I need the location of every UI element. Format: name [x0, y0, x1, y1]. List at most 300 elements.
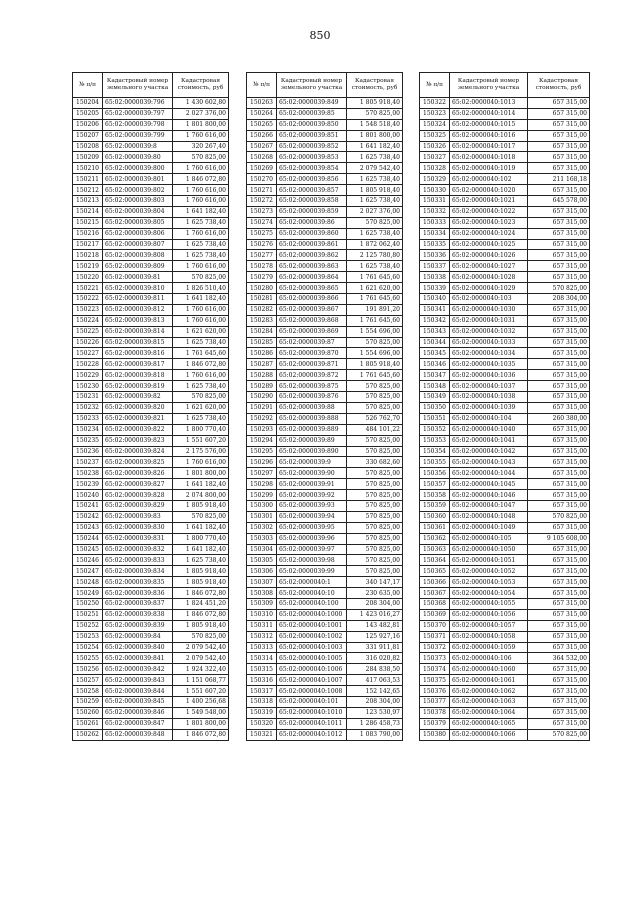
table-row — [420, 511, 590, 522]
cadastral-number: 65:02:0000039:813 — [103, 315, 173, 326]
cadastral-number: 65:02:0000040:1005 — [277, 653, 347, 664]
table-row — [420, 653, 590, 664]
cadastral-value: 1 548 518,40 — [347, 119, 403, 130]
cadastral-value: 657 315,00 — [528, 141, 590, 152]
table-row — [73, 98, 229, 109]
table-row — [420, 609, 590, 620]
cadastral-number: 65:02:0000040:1039 — [450, 402, 528, 413]
cadastral-value: 1 761 645,60 — [347, 294, 403, 305]
cadastral-value: 1 760 616,00 — [173, 304, 229, 315]
table-row — [73, 609, 229, 620]
table-row — [420, 304, 590, 315]
row-number: 150266 — [247, 130, 277, 141]
cadastral-number: 65:02:0000039:838 — [103, 609, 173, 620]
table-row — [247, 359, 403, 370]
cadastral-value: 570 825,00 — [528, 283, 590, 294]
cadastral-value: 1 430 602,80 — [173, 98, 229, 109]
cadastral-value: 1 760 616,00 — [173, 261, 229, 272]
table-row — [420, 326, 590, 337]
table-row — [247, 185, 403, 196]
row-number: 150233 — [73, 413, 103, 424]
row-number: 150336 — [420, 250, 450, 261]
row-number: 150249 — [73, 588, 103, 599]
table-row — [73, 294, 229, 305]
table-row — [420, 718, 590, 729]
cadastral-value: 657 315,00 — [528, 381, 590, 392]
table-row — [420, 337, 590, 348]
cadastral-number: 65:02:0000039:92 — [277, 490, 347, 501]
cadastral-value: 570 825,00 — [528, 511, 590, 522]
cadastral-number: 65:02:0000040:1013 — [450, 98, 528, 109]
cadastral-value: 657 315,00 — [528, 675, 590, 686]
row-number: 150223 — [73, 304, 103, 315]
cadastral-number: 65:02:0000040:1029 — [450, 283, 528, 294]
table-row — [73, 620, 229, 631]
table-row — [420, 490, 590, 501]
cadastral-number: 65:02:0000040:1035 — [450, 359, 528, 370]
cadastral-value: 1 872 062,40 — [347, 239, 403, 250]
row-number: 150296 — [247, 457, 277, 468]
cadastral-value: 657 315,00 — [528, 315, 590, 326]
row-number: 150217 — [73, 239, 103, 250]
row-number: 150351 — [420, 413, 450, 424]
cadastral-number: 65:02:0000039:819 — [103, 381, 173, 392]
cadastral-number: 65:02:0000039:850 — [277, 119, 347, 130]
header-num: № п/п — [247, 73, 277, 98]
cadastral-number: 65:02:0000039:868 — [277, 315, 347, 326]
cadastral-number: 65:02:0000039:858 — [277, 196, 347, 207]
row-number: 150260 — [73, 707, 103, 718]
row-number: 150345 — [420, 348, 450, 359]
cadastral-number: 65:02:0000039:86 — [277, 217, 347, 228]
row-number: 150298 — [247, 479, 277, 490]
cadastral-value: 657 315,00 — [528, 664, 590, 675]
cadastral-value: 2 079 542,40 — [347, 163, 403, 174]
cadastral-value: 570 825,00 — [347, 337, 403, 348]
table-row — [73, 457, 229, 468]
cadastral-value: 570 825,00 — [347, 392, 403, 403]
table-row — [247, 228, 403, 239]
cadastral-value: 191 891,20 — [347, 304, 403, 315]
cadastral-number: 65:02:0000039:83 — [103, 511, 173, 522]
cadastral-number: 65:02:0000040:100 — [277, 598, 347, 609]
row-number: 150263 — [247, 98, 277, 109]
row-number: 150306 — [247, 566, 277, 577]
cadastral-value: 657 315,00 — [528, 272, 590, 283]
table-row — [420, 392, 590, 403]
table-row — [247, 413, 403, 424]
table-row — [420, 424, 590, 435]
cadastral-number: 65:02:0000039:869 — [277, 326, 347, 337]
table-row — [247, 304, 403, 315]
table-row — [247, 130, 403, 141]
cadastral-value: 340 147,17 — [347, 577, 403, 588]
table-row — [420, 250, 590, 261]
table-row — [420, 196, 590, 207]
cadastral-number: 65:02:0000040:1031 — [450, 315, 528, 326]
row-number: 150338 — [420, 272, 450, 283]
cadastral-number: 65:02:0000039:842 — [103, 664, 173, 675]
table-row — [73, 664, 229, 675]
cadastral-value: 208 304,00 — [528, 294, 590, 305]
row-number: 150245 — [73, 544, 103, 555]
table-row — [73, 239, 229, 250]
cadastral-number: 65:02:0000039:99 — [277, 566, 347, 577]
cadastral-value: 657 315,00 — [528, 326, 590, 337]
cadastral-number: 65:02:0000039:890 — [277, 446, 347, 457]
cadastral-value: 1 760 616,00 — [173, 228, 229, 239]
cadastral-number: 65:02:0000039:875 — [277, 381, 347, 392]
row-number: 150261 — [73, 718, 103, 729]
cadastral-number: 65:02:0000039:81 — [103, 272, 173, 283]
table-row — [247, 468, 403, 479]
cadastral-number: 65:02:0000039:837 — [103, 598, 173, 609]
table-row — [73, 315, 229, 326]
row-number: 150272 — [247, 196, 277, 207]
row-number: 150265 — [247, 119, 277, 130]
cadastral-value: 1 625 738,40 — [173, 555, 229, 566]
cadastral-value: 657 315,00 — [528, 402, 590, 413]
row-number: 150220 — [73, 272, 103, 283]
table-row — [420, 217, 590, 228]
cadastral-number: 65:02:0000040:1018 — [450, 152, 528, 163]
cadastral-value: 657 315,00 — [528, 250, 590, 261]
row-number: 150368 — [420, 598, 450, 609]
cadastral-number: 65:02:0000039:802 — [103, 185, 173, 196]
row-number: 150333 — [420, 217, 450, 228]
cadastral-value: 1 846 072,80 — [173, 588, 229, 599]
table-row — [420, 239, 590, 250]
table-row — [420, 675, 590, 686]
cadastral-value: 1 826 510,40 — [173, 283, 229, 294]
cadastral-number: 65:02:0000040:1007 — [277, 675, 347, 686]
table-row — [73, 490, 229, 501]
row-number: 150378 — [420, 707, 450, 718]
cadastral-number: 65:02:0000040:1000 — [277, 609, 347, 620]
row-number: 150234 — [73, 424, 103, 435]
cadastral-value: 1 805 918,40 — [347, 185, 403, 196]
row-number: 150360 — [420, 511, 450, 522]
cadastral-value: 1 760 616,00 — [173, 196, 229, 207]
cadastral-value: 657 315,00 — [528, 185, 590, 196]
cadastral-value: 364 532,00 — [528, 653, 590, 664]
cadastral-number: 65:02:0000039:809 — [103, 261, 173, 272]
cadastral-value: 1 801 800,00 — [347, 130, 403, 141]
cadastral-value: 1 760 616,00 — [173, 457, 229, 468]
row-number: 150288 — [247, 370, 277, 381]
table-row — [420, 141, 590, 152]
row-number: 150262 — [73, 729, 103, 740]
cadastral-number: 65:02:0000040:1040 — [450, 424, 528, 435]
table-row — [73, 468, 229, 479]
table-row — [420, 206, 590, 217]
cadastral-value: 330 682,60 — [347, 457, 403, 468]
cadastral-number: 65:02:0000039:863 — [277, 261, 347, 272]
table-row — [73, 653, 229, 664]
table-row — [420, 533, 590, 544]
row-number: 150204 — [73, 98, 103, 109]
row-number: 150291 — [247, 402, 277, 413]
row-number: 150322 — [420, 98, 450, 109]
cadastral-number: 65:02:0000039:861 — [277, 239, 347, 250]
cadastral-number: 65:02:0000040:1044 — [450, 468, 528, 479]
row-number: 150264 — [247, 108, 277, 119]
table-row — [420, 598, 590, 609]
row-number: 150287 — [247, 359, 277, 370]
table-row — [247, 152, 403, 163]
row-number: 150344 — [420, 337, 450, 348]
table-row — [73, 718, 229, 729]
cadastral-value: 320 267,40 — [173, 141, 229, 152]
row-number: 150282 — [247, 304, 277, 315]
cadastral-number: 65:02:0000040:1058 — [450, 631, 528, 642]
row-number: 150227 — [73, 348, 103, 359]
table-row — [73, 326, 229, 337]
cadastral-number: 65:02:0000039:84 — [103, 631, 173, 642]
row-number: 150221 — [73, 283, 103, 294]
row-number: 150350 — [420, 402, 450, 413]
row-number: 150328 — [420, 163, 450, 174]
header-cadastral-number: Кадастровый номер земельного участка — [450, 73, 528, 98]
cadastral-value: 570 825,00 — [347, 511, 403, 522]
row-number: 150252 — [73, 620, 103, 631]
table-row — [247, 577, 403, 588]
cadastral-value: 1 641 182,40 — [173, 544, 229, 555]
cadastral-value: 1 551 607,20 — [173, 435, 229, 446]
table-row — [73, 261, 229, 272]
row-number: 150205 — [73, 108, 103, 119]
cadastral-number: 65:02:0000039:826 — [103, 468, 173, 479]
table-row — [73, 304, 229, 315]
cadastral-number: 65:02:0000039:843 — [103, 675, 173, 686]
cadastral-number: 65:02:0000039:814 — [103, 326, 173, 337]
row-number: 150235 — [73, 435, 103, 446]
header-cadastral-number: Кадастровый номер земельного участка — [103, 73, 173, 98]
cadastral-value: 657 315,00 — [528, 500, 590, 511]
cadastral-value: 1 625 738,40 — [347, 174, 403, 185]
cadastral-number: 65:02:0000040:103 — [450, 294, 528, 305]
cadastral-number: 65:02:0000039:849 — [277, 98, 347, 109]
row-number: 150273 — [247, 206, 277, 217]
table-row — [247, 196, 403, 207]
table-row — [420, 642, 590, 653]
table-row — [73, 206, 229, 217]
row-number: 150369 — [420, 609, 450, 620]
table-row — [247, 217, 403, 228]
cadastral-number: 65:02:0000040:1052 — [450, 566, 528, 577]
row-number: 150219 — [73, 261, 103, 272]
cadastral-value: 284 838,50 — [347, 664, 403, 675]
cadastral-value: 1 805 918,40 — [173, 566, 229, 577]
cadastral-value: 657 315,00 — [528, 479, 590, 490]
cadastral-number: 65:02:0000039:824 — [103, 446, 173, 457]
table-row — [420, 631, 590, 642]
table-row — [420, 152, 590, 163]
cadastral-value: 657 315,00 — [528, 588, 590, 599]
cadastral-number: 65:02:0000040:1006 — [277, 664, 347, 675]
cadastral-value: 1 549 548,00 — [173, 707, 229, 718]
cadastral-value: 1 625 738,40 — [173, 381, 229, 392]
cadastral-number: 65:02:0000039:840 — [103, 642, 173, 653]
cadastral-number: 65:02:0000040:1051 — [450, 555, 528, 566]
cadastral-number: 65:02:0000039:867 — [277, 304, 347, 315]
table-row — [73, 511, 229, 522]
row-number: 150335 — [420, 239, 450, 250]
cadastral-number: 65:02:0000040:1033 — [450, 337, 528, 348]
cadastral-value: 2 125 780,80 — [347, 250, 403, 261]
cadastral-value: 657 315,00 — [528, 718, 590, 729]
table-row — [247, 718, 403, 729]
cadastral-table-2 — [246, 72, 403, 741]
row-number: 150313 — [247, 642, 277, 653]
cadastral-number: 65:02:0000040:1041 — [450, 435, 528, 446]
row-number: 150293 — [247, 424, 277, 435]
table-row — [73, 522, 229, 533]
cadastral-number: 65:02:0000039:97 — [277, 544, 347, 555]
table-row — [420, 163, 590, 174]
cadastral-value: 657 315,00 — [528, 707, 590, 718]
row-number: 150216 — [73, 228, 103, 239]
cadastral-number: 65:02:0000039:821 — [103, 413, 173, 424]
cadastral-value: 1 641 182,40 — [347, 141, 403, 152]
cadastral-value: 1 641 182,40 — [173, 294, 229, 305]
row-number: 150274 — [247, 217, 277, 228]
cadastral-value: 1 641 182,40 — [173, 522, 229, 533]
cadastral-value: 657 315,00 — [528, 392, 590, 403]
cadastral-value: 1 760 616,00 — [173, 185, 229, 196]
table-row — [420, 457, 590, 468]
cadastral-value: 657 315,00 — [528, 490, 590, 501]
table-row — [247, 609, 403, 620]
row-number: 150304 — [247, 544, 277, 555]
cadastral-value: 123 530,97 — [347, 707, 403, 718]
table-row — [73, 479, 229, 490]
cadastral-value: 1 800 770,40 — [173, 533, 229, 544]
cadastral-value: 657 315,00 — [528, 337, 590, 348]
cadastral-number: 65:02:0000040:1022 — [450, 206, 528, 217]
table-row — [247, 326, 403, 337]
cadastral-value: 1 625 738,40 — [173, 250, 229, 261]
cadastral-number: 65:02:0000039:808 — [103, 250, 173, 261]
row-number: 150292 — [247, 413, 277, 424]
cadastral-value: 570 825,00 — [347, 381, 403, 392]
table-row — [420, 228, 590, 239]
table-row — [247, 490, 403, 501]
row-number: 150379 — [420, 718, 450, 729]
cadastral-number: 65:02:0000040:104 — [450, 413, 528, 424]
cadastral-value: 570 825,00 — [347, 479, 403, 490]
cadastral-number: 65:02:0000039:80 — [103, 152, 173, 163]
row-number: 150285 — [247, 337, 277, 348]
row-number: 150330 — [420, 185, 450, 196]
table-row — [73, 250, 229, 261]
row-number: 150214 — [73, 206, 103, 217]
cadastral-value: 657 315,00 — [528, 555, 590, 566]
cadastral-number: 65:02:0000039:823 — [103, 435, 173, 446]
table-row — [420, 381, 590, 392]
table-row — [247, 239, 403, 250]
row-number: 150332 — [420, 206, 450, 217]
row-number: 150347 — [420, 370, 450, 381]
cadastral-value: 657 315,00 — [528, 108, 590, 119]
row-number: 150319 — [247, 707, 277, 718]
cadastral-number: 65:02:0000039:844 — [103, 686, 173, 697]
cadastral-number: 65:02:0000040:10 — [277, 588, 347, 599]
table-row — [73, 446, 229, 457]
cadastral-value: 1 083 790,00 — [347, 729, 403, 740]
row-number: 150297 — [247, 468, 277, 479]
cadastral-number: 65:02:0000039:8 — [103, 141, 173, 152]
cadastral-value: 1 761 645,60 — [173, 348, 229, 359]
cadastral-value: 1 625 738,40 — [173, 413, 229, 424]
cadastral-number: 65:02:0000039:841 — [103, 653, 173, 664]
cadastral-number: 65:02:0000039:90 — [277, 468, 347, 479]
table-row — [247, 283, 403, 294]
row-number: 150374 — [420, 664, 450, 675]
cadastral-value: 152 142,65 — [347, 686, 403, 697]
table-row — [420, 272, 590, 283]
row-number: 150317 — [247, 686, 277, 697]
cadastral-number: 65:02:0000039:845 — [103, 696, 173, 707]
table-row — [73, 370, 229, 381]
cadastral-value: 570 825,00 — [347, 500, 403, 511]
cadastral-number: 65:02:0000040:1032 — [450, 326, 528, 337]
cadastral-value: 657 315,00 — [528, 239, 590, 250]
table-row — [73, 152, 229, 163]
row-number: 150270 — [247, 174, 277, 185]
cadastral-value: 1 846 072,80 — [173, 359, 229, 370]
row-number: 150218 — [73, 250, 103, 261]
cadastral-value: 657 315,00 — [528, 598, 590, 609]
row-number: 150367 — [420, 588, 450, 599]
row-number: 150321 — [247, 729, 277, 740]
table-row — [247, 119, 403, 130]
cadastral-value: 1 761 645,60 — [347, 272, 403, 283]
cadastral-number: 65:02:0000040:1059 — [450, 642, 528, 653]
row-number: 150370 — [420, 620, 450, 631]
row-number: 150237 — [73, 457, 103, 468]
cadastral-number: 65:02:0000039:815 — [103, 337, 173, 348]
table-row — [247, 315, 403, 326]
cadastral-number: 65:02:0000040:105 — [450, 533, 528, 544]
cadastral-value: 657 315,00 — [528, 98, 590, 109]
cadastral-number: 65:02:0000040:1053 — [450, 577, 528, 588]
row-number: 150373 — [420, 653, 450, 664]
row-number: 150222 — [73, 294, 103, 305]
cadastral-number: 65:02:0000040:1047 — [450, 500, 528, 511]
table-row — [73, 392, 229, 403]
cadastral-value: 2 079 542,40 — [173, 642, 229, 653]
table-row — [420, 359, 590, 370]
cadastral-value: 1 554 696,00 — [347, 348, 403, 359]
row-number: 150236 — [73, 446, 103, 457]
table-row — [73, 381, 229, 392]
cadastral-number: 65:02:0000040:1066 — [450, 729, 528, 740]
table-row — [420, 729, 590, 740]
row-number: 150259 — [73, 696, 103, 707]
table-row — [247, 631, 403, 642]
cadastral-number: 65:02:0000039:91 — [277, 479, 347, 490]
row-number: 150243 — [73, 522, 103, 533]
row-number: 150357 — [420, 479, 450, 490]
table-row — [420, 446, 590, 457]
table-row — [420, 500, 590, 511]
row-number: 150309 — [247, 598, 277, 609]
cadastral-number: 65:02:0000039:888 — [277, 413, 347, 424]
table-row — [247, 522, 403, 533]
table-row — [73, 413, 229, 424]
row-number: 150353 — [420, 435, 450, 446]
